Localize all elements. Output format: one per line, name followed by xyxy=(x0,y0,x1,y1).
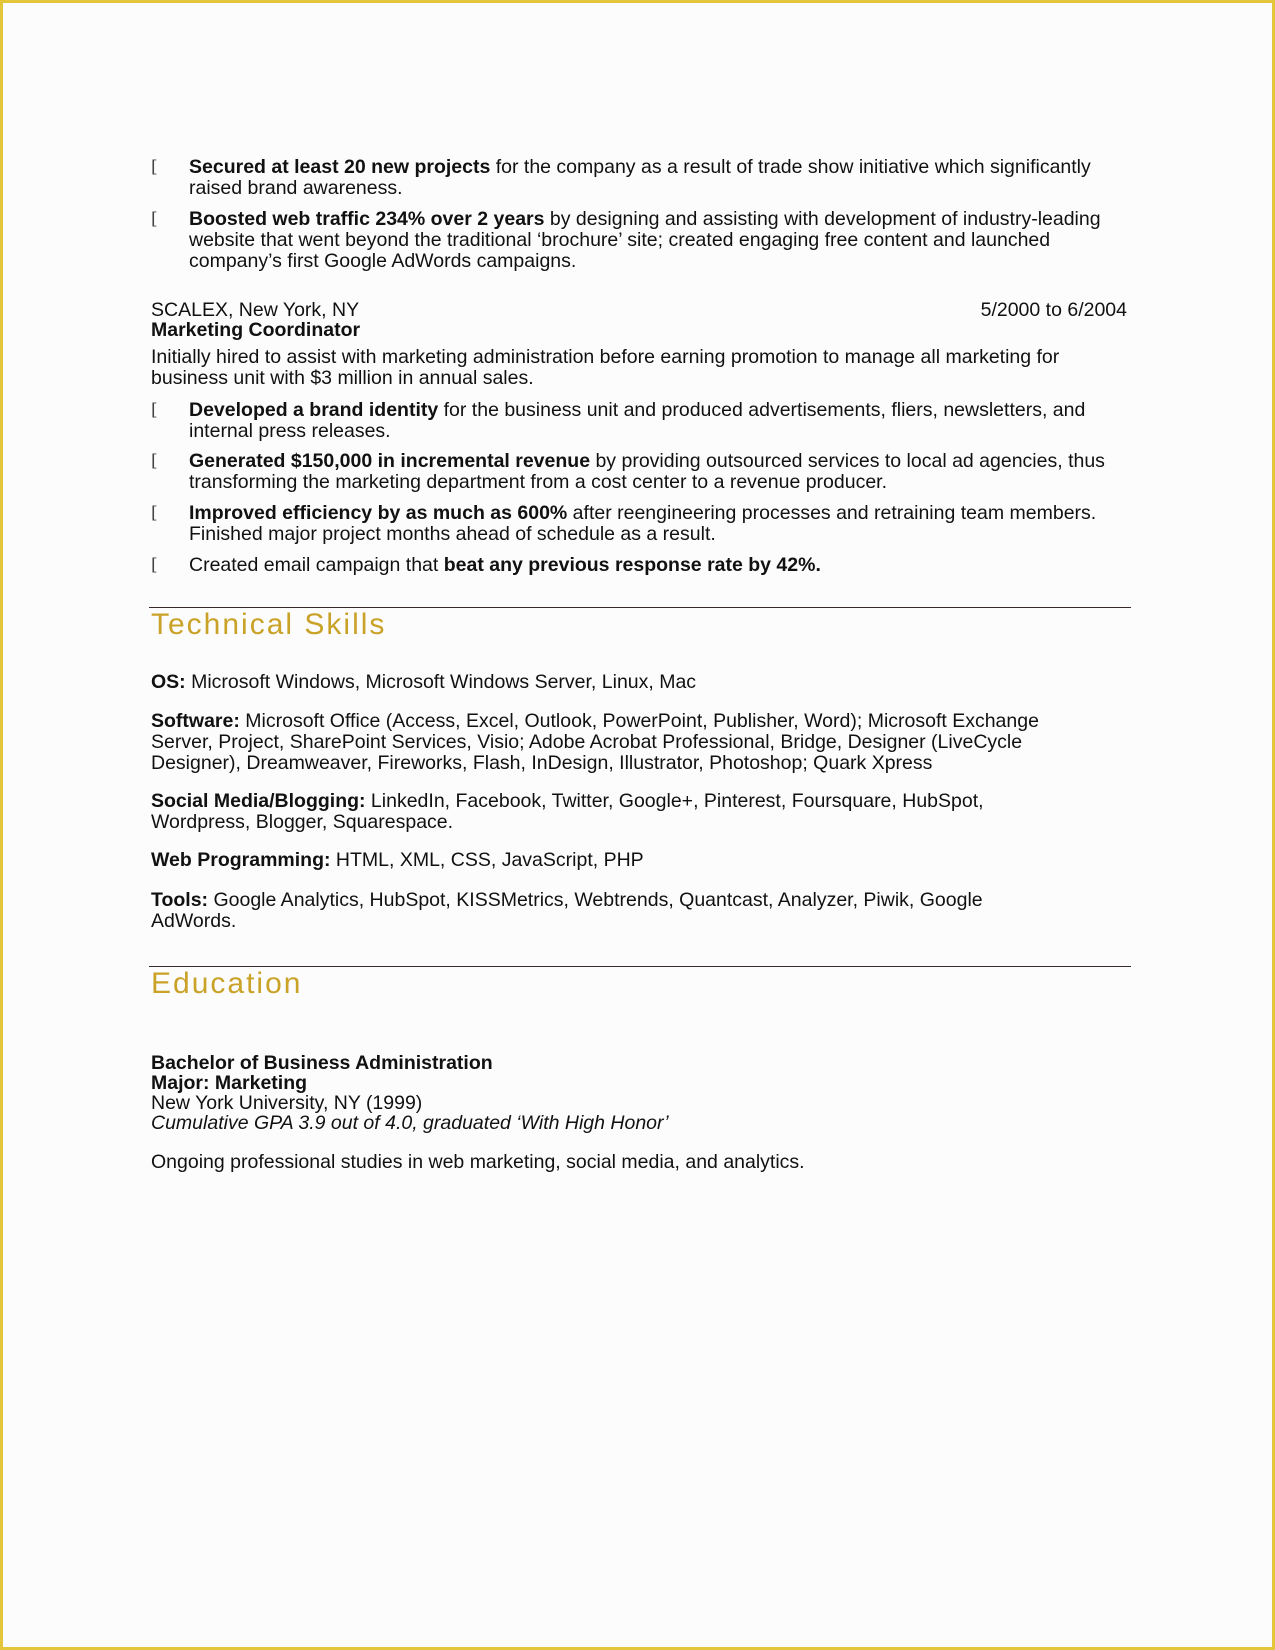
achievement-bullet xyxy=(151,555,1127,576)
bullet-highlight: beat any previous response rate by 42%. xyxy=(443,554,821,576)
bullet-highlight: Improved efficiency by as much as 600% xyxy=(189,502,568,524)
skill-text: LinkedIn, Facebook, Twitter, Google+, Pinterest, Foursquare, HubSpot, Wordpress, Blogger, Squarespace. xyxy=(151,790,984,833)
job-company: SCALEX, New York, NY xyxy=(151,299,360,321)
skill-line-software xyxy=(151,711,1081,774)
skill-label: Social Media/Blogging: xyxy=(151,790,366,812)
education-major: Major: Marketing xyxy=(151,1072,308,1094)
bullet-marker: [ xyxy=(151,503,158,523)
education-ongoing: Ongoing professional studies in web marketing, social media, and analytics. xyxy=(151,1151,805,1173)
skill-label: Tools: xyxy=(151,889,209,911)
bullet-marker: [ xyxy=(151,400,158,420)
education-school: New York University, NY (1999) xyxy=(151,1092,423,1114)
bullet-text: after reengineering processes and retraining team members. Finished major project months ahead of schedule as a result. xyxy=(189,502,1097,545)
skill-line-web xyxy=(151,850,1111,871)
skill-label: Web Programming: xyxy=(151,849,331,871)
job-dates: 5/2000 to 6/2004 xyxy=(980,299,1127,321)
skill-label: OS: xyxy=(151,671,186,693)
bullet-marker: [ xyxy=(151,451,158,471)
skill-line-social xyxy=(151,791,1051,833)
job-title: Marketing Coordinator xyxy=(151,319,361,341)
achievement-bullet xyxy=(151,451,1127,493)
bullet-text: for the business unit and produced advertisements, fliers, newsletters, and internal press releases. xyxy=(189,399,1086,442)
bullet-highlight: Boosted web traffic 234% over 2 years xyxy=(189,208,545,230)
skill-text: Microsoft Windows, Microsoft Windows Server, Linux, Mac xyxy=(185,671,697,693)
job-summary: Initially hired to assist with marketing administration before earning promotion to manage all marketing for business unit with $3 million in annual sales. xyxy=(151,346,1060,389)
bullet-text: by providing outsourced services to local ad agencies, thus transforming the marketing department from a cost center to a revenue producer. xyxy=(189,450,1105,493)
skill-label: Software: xyxy=(151,710,240,732)
skill-text: Google Analytics, HubSpot, KISSMetrics, Webtrends, Quantcast, Analyzer, Piwik, Google AdWords. xyxy=(151,889,983,932)
skill-text: Microsoft Office (Access, Excel, Outlook, PowerPoint, Publisher, Word); Microsoft Exchange Server, Project, SharePoint Services, Visio; Adobe Acrobat Professional, Bridge, Designer (LiveCycle Designer), Dreamweaver, Fireworks, Flash, InDesign, Illustrator, Photoshop; Quark Xpress xyxy=(151,710,1039,774)
achievement-bullet xyxy=(151,503,1127,545)
achievement-bullet xyxy=(151,209,1127,272)
bullet-text: Created email campaign that xyxy=(189,554,444,576)
achievement-bullet xyxy=(151,400,1127,442)
education-degree: Bachelor of Business Administration xyxy=(151,1052,493,1074)
skill-text: HTML, XML, CSS, JavaScript, PHP xyxy=(330,849,644,871)
bullet-marker: [ xyxy=(151,555,158,575)
bullet-text: by designing and assisting with development of industry-leading website that went beyond the traditional ‘brochure’ site; created engaging free content and launched company’s first Google AdWords campaigns. xyxy=(189,208,1101,272)
bullet-marker: [ xyxy=(151,209,158,229)
bullet-text: for the company as a result of trade show initiative which significantly raised brand awareness. xyxy=(189,156,1091,199)
section-heading-skills: Technical Skills xyxy=(151,608,387,641)
education-gpa: Cumulative GPA 3.9 out of 4.0, graduated ‘With High Honor’ xyxy=(151,1112,669,1134)
section-heading-education: Education xyxy=(151,967,303,1000)
skill-line-os xyxy=(151,672,1111,693)
achievement-bullet xyxy=(151,157,1127,199)
bullet-highlight: Developed a brand identity xyxy=(189,399,439,421)
bullet-marker: [ xyxy=(151,157,158,177)
bullet-highlight: Generated $150,000 in incremental revenue xyxy=(189,450,591,472)
bullet-highlight: Secured at least 20 new projects xyxy=(189,156,491,178)
skill-line-tools xyxy=(151,890,1041,932)
